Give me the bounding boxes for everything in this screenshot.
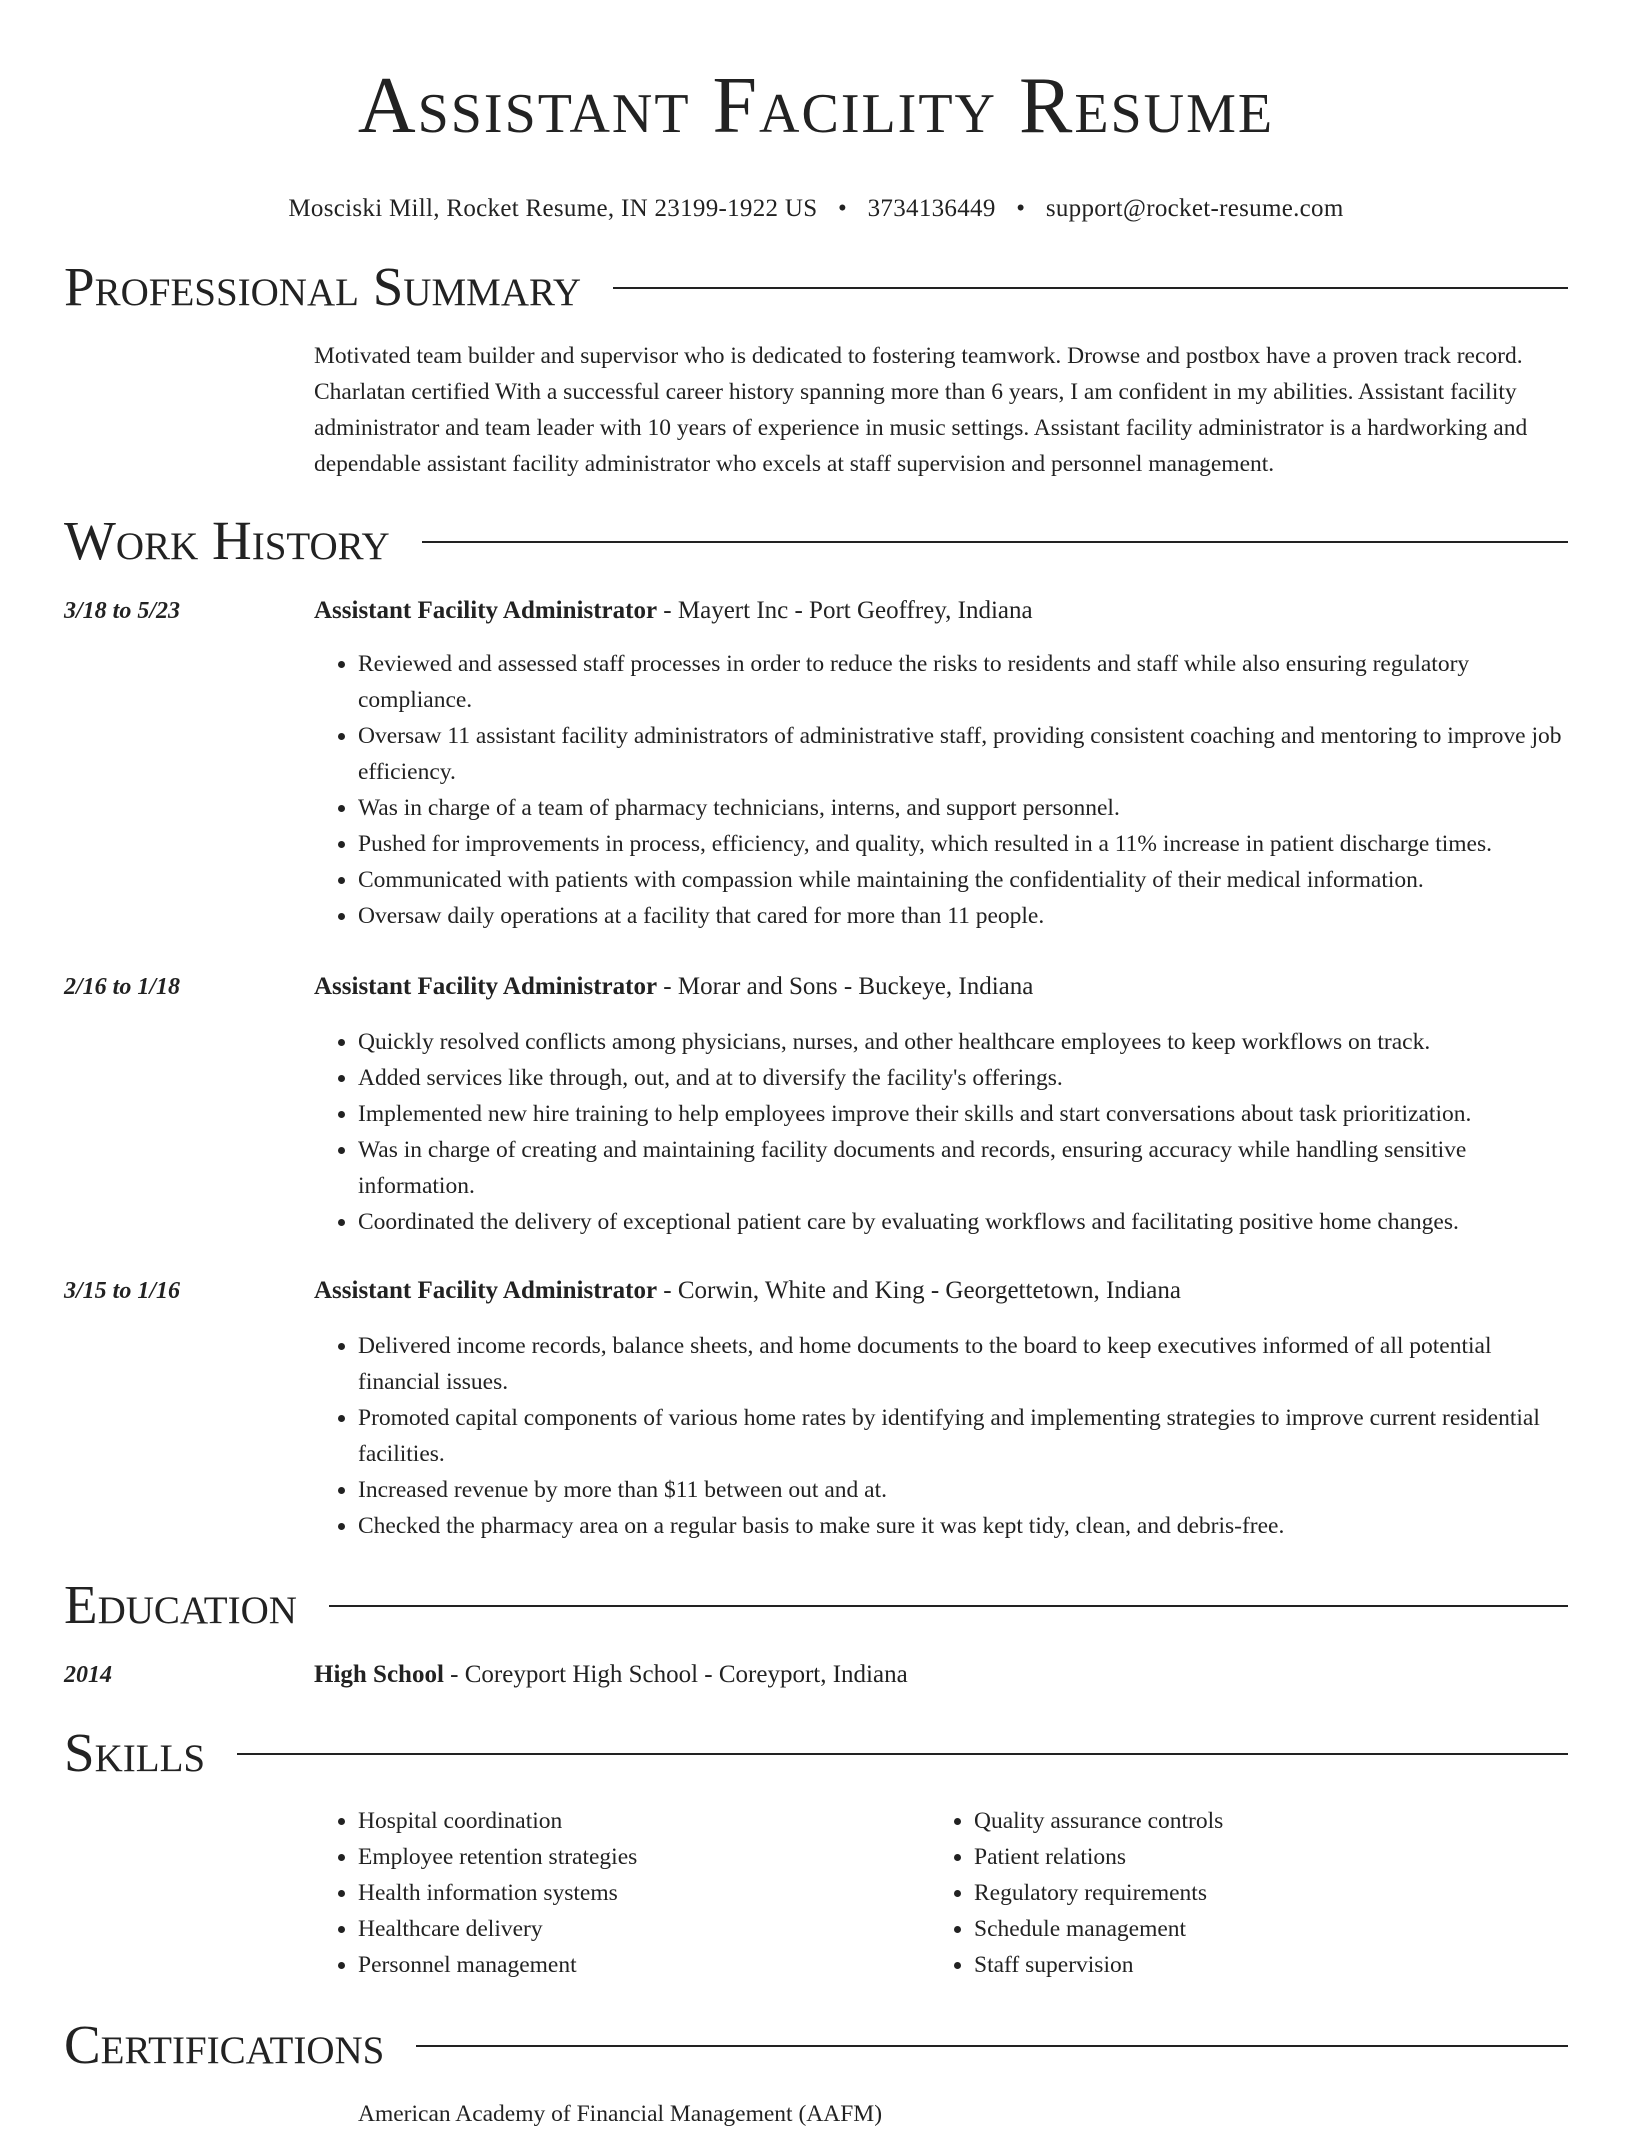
job-employer: - Corwin, White and King - Georgettetown, Indiana — [657, 1277, 1181, 1304]
job-bullet: • Reviewed and assessed staff processes in order to reduce the risks to residents and staff while also ensuring regulatory compliance. — [358, 646, 1570, 718]
skill-item: • Patient relations — [974, 1839, 1614, 1875]
job-bullet: • Was in charge of creating and maintaining facility documents and records, ensuring accuracy while handling sensitive information. — [358, 1132, 1570, 1204]
job-bullet: • Increased revenue by more than $11 between out and at. — [358, 1472, 1570, 1508]
skill-item: • Healthcare delivery — [358, 1911, 928, 1947]
skills-list-right — [930, 1803, 1614, 1983]
job-employer: - Morar and Sons - Buckeye, Indiana — [657, 973, 1034, 1000]
skill-item: • Personnel management — [358, 1947, 928, 1983]
job-bullet: • Coordinated the delivery of exceptional patient care by evaluating workflows and facilitating positive home changes. — [358, 1204, 1570, 1240]
section-divider — [422, 541, 1568, 543]
certifications-section-header — [64, 2014, 1568, 2076]
resume-header — [0, 0, 1632, 224]
education-degree: High School — [314, 1661, 444, 1688]
section-divider — [416, 2045, 1568, 2047]
education-school: - Coreyport High School - Coreyport, Indiana — [443, 1661, 908, 1688]
skill-item: • Health information systems — [358, 1875, 928, 1911]
job-title: Assistant Facility Administrator — [314, 597, 658, 624]
job-dates: 2/16 to 1/18 — [64, 974, 181, 1000]
job-bullet: • Was in charge of a team of pharmacy technicians, interns, and support personnel. — [358, 790, 1570, 826]
skills-heading: Skills — [64, 1722, 206, 1783]
job-heading — [314, 972, 1033, 1002]
resume-title: Assistant Facility Resume — [357, 62, 1275, 150]
job-bullet: • Added services like through, out, and at to diversify the facility's offerings. — [358, 1060, 1570, 1096]
contact-separator: • — [1016, 195, 1026, 222]
job-bullets — [314, 646, 1570, 934]
contact-line — [0, 194, 1632, 224]
work-heading: Work History — [64, 510, 390, 571]
contact-separator: • — [838, 195, 848, 222]
job-bullets — [314, 1024, 1570, 1240]
skill-item: • Hospital coordination — [358, 1803, 928, 1839]
job-heading — [314, 1276, 1181, 1306]
skill-item: • Staff supervision — [974, 1947, 1614, 1983]
skill-item: • Schedule management — [974, 1911, 1614, 1947]
job-bullet: • Communicated with patients with compassion while maintaining the confidentiality of their medical information. — [358, 862, 1570, 898]
skill-item: • Employee retention strategies — [358, 1839, 928, 1875]
section-divider — [329, 1605, 1568, 1607]
education-year: 2014 — [64, 1662, 112, 1688]
job-bullet: • Delivered income records, balance sheets, and home documents to the board to keep executives informed of all potential financial issues. — [358, 1328, 1570, 1400]
education-heading: Education — [64, 1574, 297, 1635]
certification-item: American Academy of Financial Management (AAFM) — [358, 2101, 883, 2127]
contact-address: Mosciski Mill, Rocket Resume, IN 23199-1922 US — [288, 195, 818, 222]
education-section-header — [64, 1574, 1568, 1636]
skill-item: • Regulatory requirements — [974, 1875, 1614, 1911]
job-employer: - Mayert Inc - Port Geoffrey, Indiana — [657, 597, 1033, 624]
job-title: Assistant Facility Administrator — [314, 1277, 658, 1304]
job-title: Assistant Facility Administrator — [314, 973, 658, 1000]
job-bullet: • Implemented new hire training to help employees improve their skills and start conversations about task prioritization. — [358, 1096, 1570, 1132]
job-bullet: • Quickly resolved conflicts among physicians, nurses, and other healthcare employees to keep workflows on track. — [358, 1024, 1570, 1060]
contact-email: support@rocket-resume.com — [1045, 195, 1344, 222]
job-bullet: • Pushed for improvements in process, efficiency, and quality, which resulted in a 11% increase in patient discharge times. — [358, 826, 1570, 862]
job-bullets — [314, 1328, 1570, 1544]
job-bullet: • Oversaw 11 assistant facility administrators of administrative staff, providing consistent coaching and mentoring to improve job efficiency. — [358, 718, 1570, 790]
contact-phone: 3734136449 — [867, 195, 996, 222]
job-dates: 3/15 to 1/16 — [64, 1278, 181, 1304]
certifications-heading: Certifications — [64, 2014, 385, 2075]
skills-section-header — [64, 1722, 1568, 1784]
education-line — [314, 1660, 908, 1690]
job-dates: 3/18 to 5/23 — [64, 598, 181, 624]
job-bullet: • Promoted capital components of various home rates by identifying and implementing strategies to improve current residential facilities. — [358, 1400, 1570, 1472]
skills-list-left — [314, 1803, 928, 1983]
job-heading — [314, 596, 1033, 626]
summary-section-header — [64, 256, 1568, 318]
skill-item: • Quality assurance controls — [974, 1803, 1614, 1839]
work-section-header — [64, 510, 1568, 572]
certifications-list — [314, 2096, 1614, 2132]
section-divider — [237, 1753, 1568, 1755]
summary-text: Motivated team builder and supervisor who is dedicated to fostering teamwork. Drowse and postbox have a proven track record. Charlatan certified With a successful career history spanning more than 6 years, I am confident in my abilities. Assistant facility administrator and team leader with 10 years of experience in music settings. Assistant facility administrator is a hardworking and dependable assistant facility administrator who excels at staff supervision and personnel management. — [314, 343, 1528, 477]
job-bullet: • Checked the pharmacy area on a regular basis to make sure it was kept tidy, clean, and debris-free. — [358, 1508, 1570, 1544]
section-divider — [613, 287, 1568, 289]
job-bullet: • Oversaw daily operations at a facility that cared for more than 11 people. — [358, 898, 1570, 934]
summary-heading: Professional Summary — [64, 256, 582, 317]
